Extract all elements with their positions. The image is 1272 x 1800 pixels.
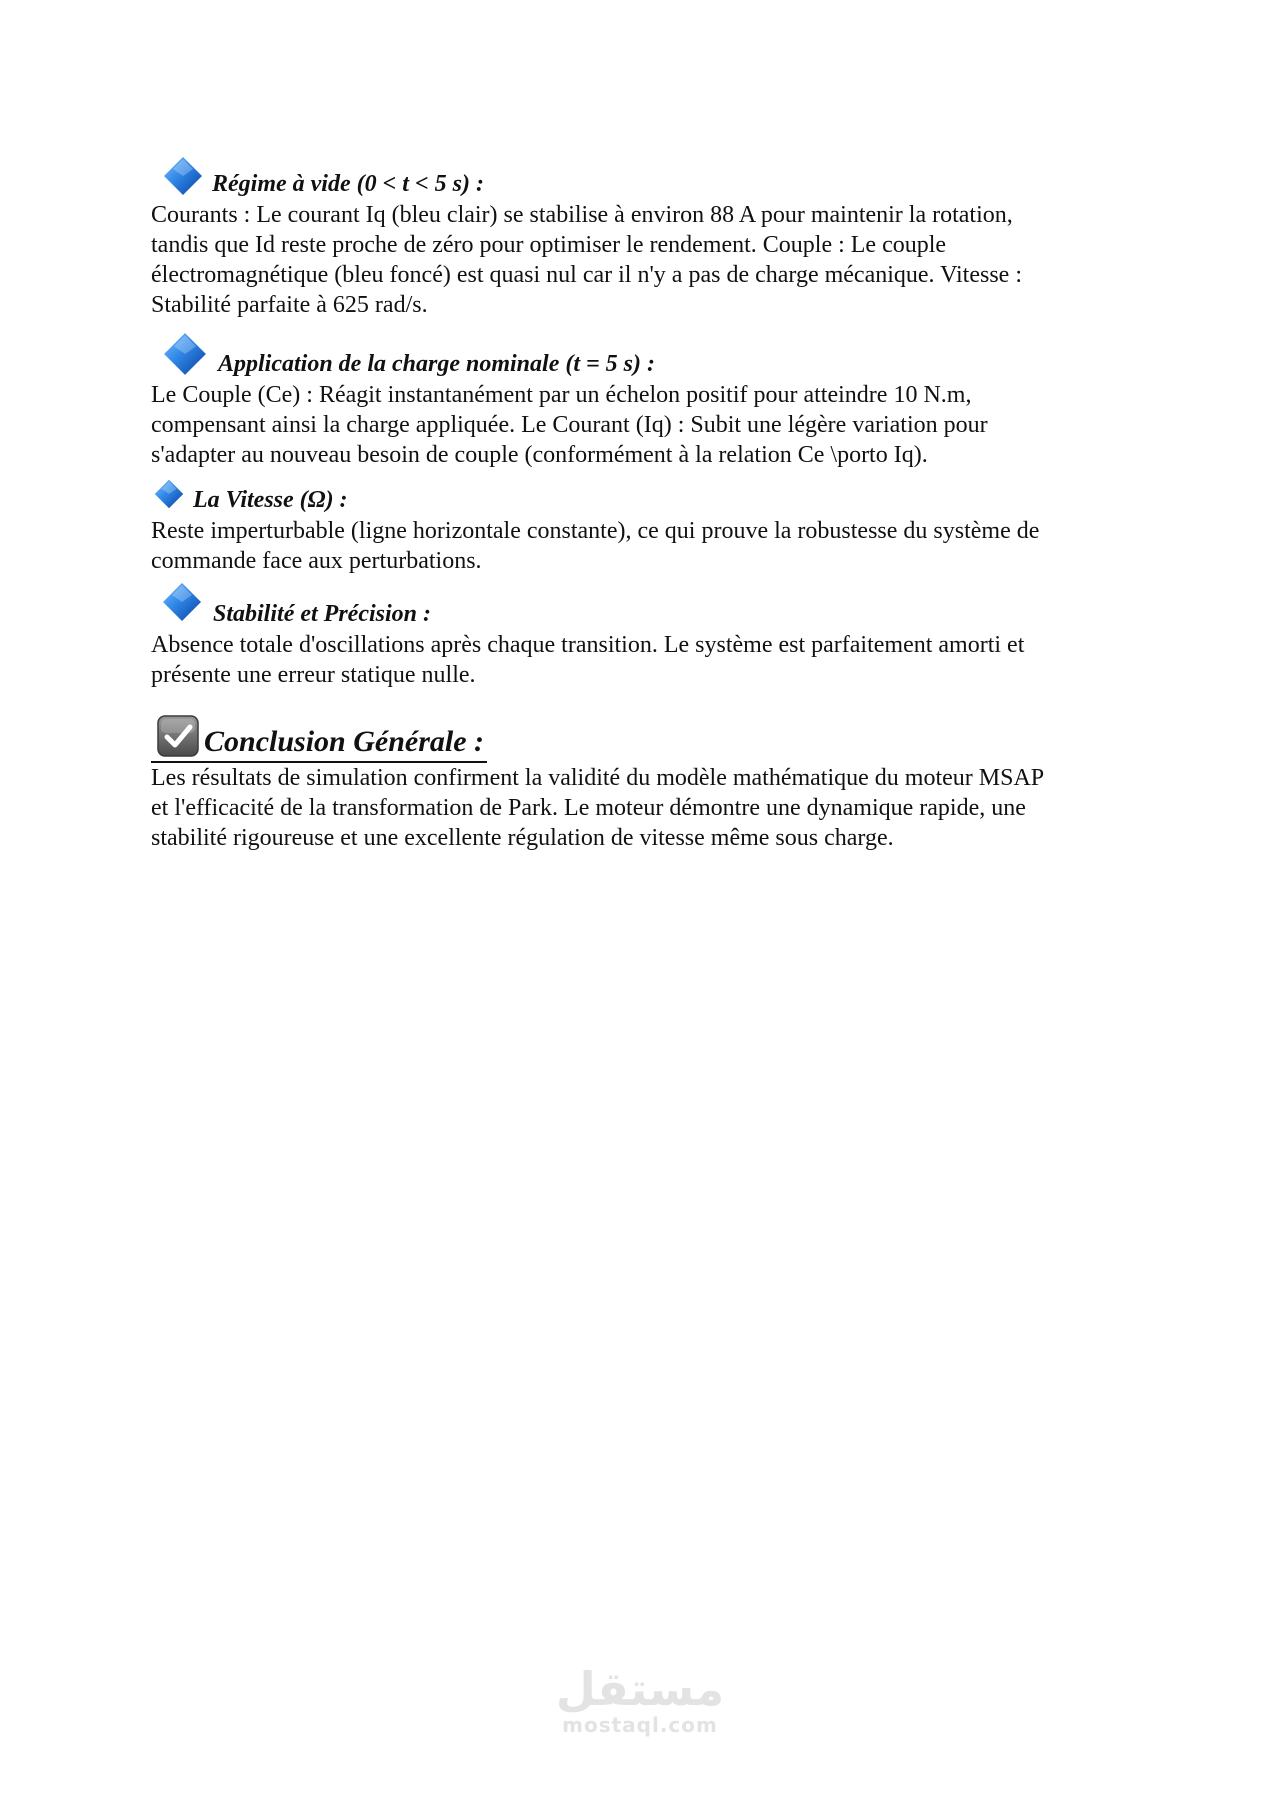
- conclusion-title: Conclusion Générale :: [204, 725, 485, 758]
- watermark-url: mostaql.com: [562, 1713, 718, 1737]
- section-paragraph: Absence totale d'oscillations après chaque transition. Le système est parfaitement amorti et présente une erreur statique nulle.: [151, 632, 1025, 688]
- conclusion-paragraph: Les résultats de simulation confirment la validité du modèle mathématique du moteur MSAP et l'efficacité de la transformation de Park. Le moteur démontre une dynamique rapide, une stabilité rigoureuse et une excellente régulation de vitesse même sous charge.: [151, 765, 1045, 851]
- section-heading: [151, 330, 1131, 380]
- watermark-logo: مستقل: [555, 1662, 725, 1716]
- conclusion-underline: [151, 761, 487, 763]
- section-stabilite-precision: [151, 580, 1131, 690]
- section-paragraph: Le Couple (Ce) : Réagit instantanément par un échelon positif pour atteindre 10 N.m, compensant ainsi la charge appliquée. Le Courant (Iq) : Subit une légère variation pour s'adapter au nouveau besoin de couple (conformément à la relation Ce \porto Iq).: [151, 382, 988, 468]
- blue-diamond-icon: [154, 479, 184, 509]
- mostaql-watermark: [540, 1662, 740, 1737]
- section-regime-a-vide: [151, 150, 1131, 320]
- conclusion-heading: [151, 713, 1131, 763]
- section-paragraph: Reste imperturbable (ligne horizontale constante), ce qui prouve la robustesse du système de commande face aux perturbations.: [151, 518, 1040, 574]
- blue-diamond-icon: [162, 582, 202, 622]
- section-heading-text: Régime à vide (0 < t < 5 s) :: [212, 171, 484, 197]
- section-application-charge: [151, 330, 1131, 470]
- section-heading: [151, 580, 1131, 630]
- blue-diamond-icon: [163, 332, 207, 376]
- section-heading-text: Stabilité et Précision :: [213, 601, 431, 627]
- section-conclusion: [151, 713, 1131, 853]
- section-heading-text: Application de la charge nominale (t = 5 s) :: [218, 351, 656, 377]
- section-heading: [151, 150, 1131, 200]
- section-heading-text: La Vitesse (Ω) :: [193, 487, 348, 513]
- blue-diamond-icon: [163, 156, 203, 196]
- section-paragraph: Courants : Le courant Iq (bleu clair) se stabilise à environ 88 A pour maintenir la rotation, tandis que Id reste proche de zéro pour optimiser le rendement. Couple : Le couple électromagnétique (bleu foncé) est quasi nul car il n'y a pas de charge mécanique. Vitesse : Stabilité parfaite à 625 rad/s.: [151, 202, 1022, 318]
- section-heading: [151, 476, 1131, 516]
- section-la-vitesse: [151, 476, 1131, 576]
- checkbox-checked-icon: [157, 715, 199, 757]
